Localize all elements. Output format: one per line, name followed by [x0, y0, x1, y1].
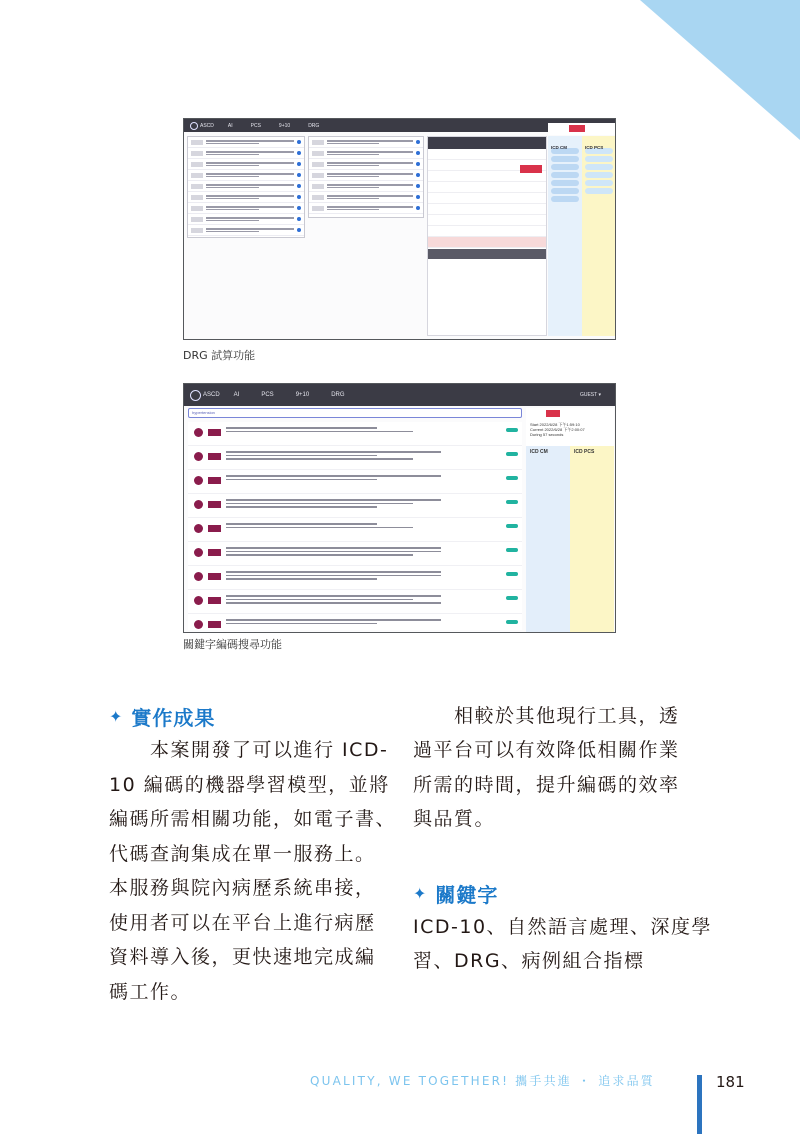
list-item[interactable]	[188, 590, 522, 614]
list-item[interactable]	[188, 614, 522, 630]
list-item[interactable]	[309, 148, 423, 159]
cart-icon[interactable]	[194, 452, 203, 461]
section-heading	[109, 700, 385, 733]
logo-icon	[190, 390, 201, 401]
paragraph-line: 代碼查詢集成在單一服務上。	[109, 842, 376, 865]
cart-icon[interactable]	[194, 500, 203, 509]
footer-bar	[697, 1075, 702, 1134]
list-item[interactable]	[188, 422, 522, 446]
paragraph-line: 本服務與院內病歷系統串接，	[109, 877, 376, 899]
search-input[interactable]	[188, 408, 522, 418]
nav-ai[interactable]: AI	[227, 122, 233, 129]
logo-text: ASCD	[203, 392, 220, 398]
search-results	[188, 422, 522, 630]
column-title: ICD CM	[551, 145, 567, 150]
list-item[interactable]	[309, 137, 423, 148]
paragraph-line: 相較於其他現行工具，透	[454, 705, 680, 727]
paragraph-line: 資料導入後，更快速地完成編	[109, 946, 376, 968]
paragraph-line: 使用者可以在平台上進行病歷	[109, 911, 376, 934]
caption-drg: DRG 試算功能	[183, 349, 256, 362]
cart-icon[interactable]	[194, 548, 203, 557]
cart-icon[interactable]	[194, 596, 203, 605]
list-item[interactable]	[188, 203, 304, 214]
cart-icon[interactable]	[194, 428, 203, 437]
save-button[interactable]	[546, 410, 560, 417]
cart-icon[interactable]	[194, 620, 203, 629]
list-item[interactable]	[188, 170, 304, 181]
list-item[interactable]	[188, 518, 522, 542]
paragraph-line: 本案開發了可以進行 ICD-	[150, 739, 389, 761]
cart-icon[interactable]	[194, 476, 203, 485]
list-item[interactable]	[188, 494, 522, 518]
list-item[interactable]	[188, 214, 304, 225]
current-time: Current 2022/6/28 下午2:00:07	[530, 427, 585, 432]
guest-menu[interactable]: GUEST ▾	[579, 392, 601, 398]
footer-slogan: QUALITY, WE TOGETHER! 攜手共進 ・ 追求品質	[310, 1074, 655, 1088]
search-value: hypertension	[192, 410, 215, 415]
paragraph-line: 編碼所需相關功能，如電子書、	[109, 808, 397, 830]
drg-table	[427, 136, 547, 336]
list-item[interactable]	[188, 192, 304, 203]
list-item[interactable]	[188, 137, 304, 148]
keyword-search-screenshot	[183, 383, 616, 633]
keywords-line: 習、DRG、病例組合指標	[413, 950, 645, 972]
list-item[interactable]	[309, 159, 423, 170]
keywords-line: ICD-10、自然語言處理、深度學	[413, 915, 713, 938]
session-panel	[526, 408, 614, 632]
icd-cm-column	[526, 446, 570, 632]
page-number: 181	[716, 1073, 745, 1091]
procedure-list	[308, 136, 424, 218]
start-time: Start 2022/6/28 下午1:59:10	[530, 422, 580, 427]
cart-icon[interactable]	[194, 524, 203, 533]
list-item[interactable]	[309, 181, 423, 192]
icd-pcs-column	[582, 136, 616, 336]
paragraph-line: 碼工作。	[109, 980, 192, 1003]
list-item[interactable]	[309, 192, 423, 203]
keywords-heading	[413, 877, 695, 910]
column-title: ICD CM	[530, 449, 548, 455]
drg-highlight	[520, 165, 542, 173]
paragraph-line: 與品質。	[413, 808, 496, 830]
nav-drg[interactable]: DRG	[308, 122, 320, 129]
logo	[190, 390, 220, 401]
list-item[interactable]	[188, 148, 304, 159]
list-item[interactable]	[188, 470, 522, 494]
nav-drg[interactable]: DRG	[331, 392, 345, 398]
nav-910[interactable]: 9+10	[278, 122, 291, 129]
list-item[interactable]	[309, 203, 423, 214]
paragraph-line: 過平台可以有效降低相關作業	[413, 739, 680, 761]
icd-pcs-column	[570, 446, 614, 632]
nav-pcs[interactable]: PCS	[250, 122, 261, 129]
star-icon: ✦	[109, 707, 124, 726]
navbar	[184, 384, 615, 406]
list-item[interactable]	[188, 542, 522, 566]
session-info	[526, 408, 614, 437]
logo	[190, 122, 214, 130]
list-item[interactable]	[188, 181, 304, 192]
logo-text: ASCD	[200, 122, 214, 129]
nav-pcs[interactable]: PCS	[261, 392, 274, 398]
logo-icon	[190, 122, 198, 130]
list-item[interactable]	[188, 159, 304, 170]
list-item[interactable]	[188, 446, 522, 470]
icd-cm-column	[548, 136, 582, 336]
duration: During 57 seconds	[530, 432, 564, 437]
column-title: ICD PCS	[585, 145, 604, 150]
cart-icon[interactable]	[194, 572, 203, 581]
heading-text: 關鍵字	[435, 882, 499, 907]
results-section	[109, 700, 397, 1009]
list-item[interactable]	[309, 170, 423, 181]
star-icon: ✦	[413, 883, 428, 903]
nav-910[interactable]: 9+10	[295, 392, 310, 398]
save-button[interactable]	[569, 125, 585, 132]
heading-text: 實作成果	[131, 706, 216, 730]
list-item[interactable]	[188, 225, 304, 236]
caption-keyword-search: 關鍵字編碼搜尋功能	[183, 638, 282, 651]
continuation-section	[413, 700, 713, 979]
nav-ai[interactable]: AI	[233, 392, 240, 398]
drg-screenshot	[183, 118, 616, 340]
diagnosis-list	[187, 136, 305, 238]
paragraph-line: 所需的時間，提升編碼的效率	[413, 773, 680, 796]
list-item[interactable]	[188, 566, 522, 590]
decorative-triangle-large	[640, 0, 800, 140]
paragraph-line: 10 編碼的機器學習模型，並將	[109, 773, 390, 796]
column-title: ICD PCS	[574, 449, 595, 455]
